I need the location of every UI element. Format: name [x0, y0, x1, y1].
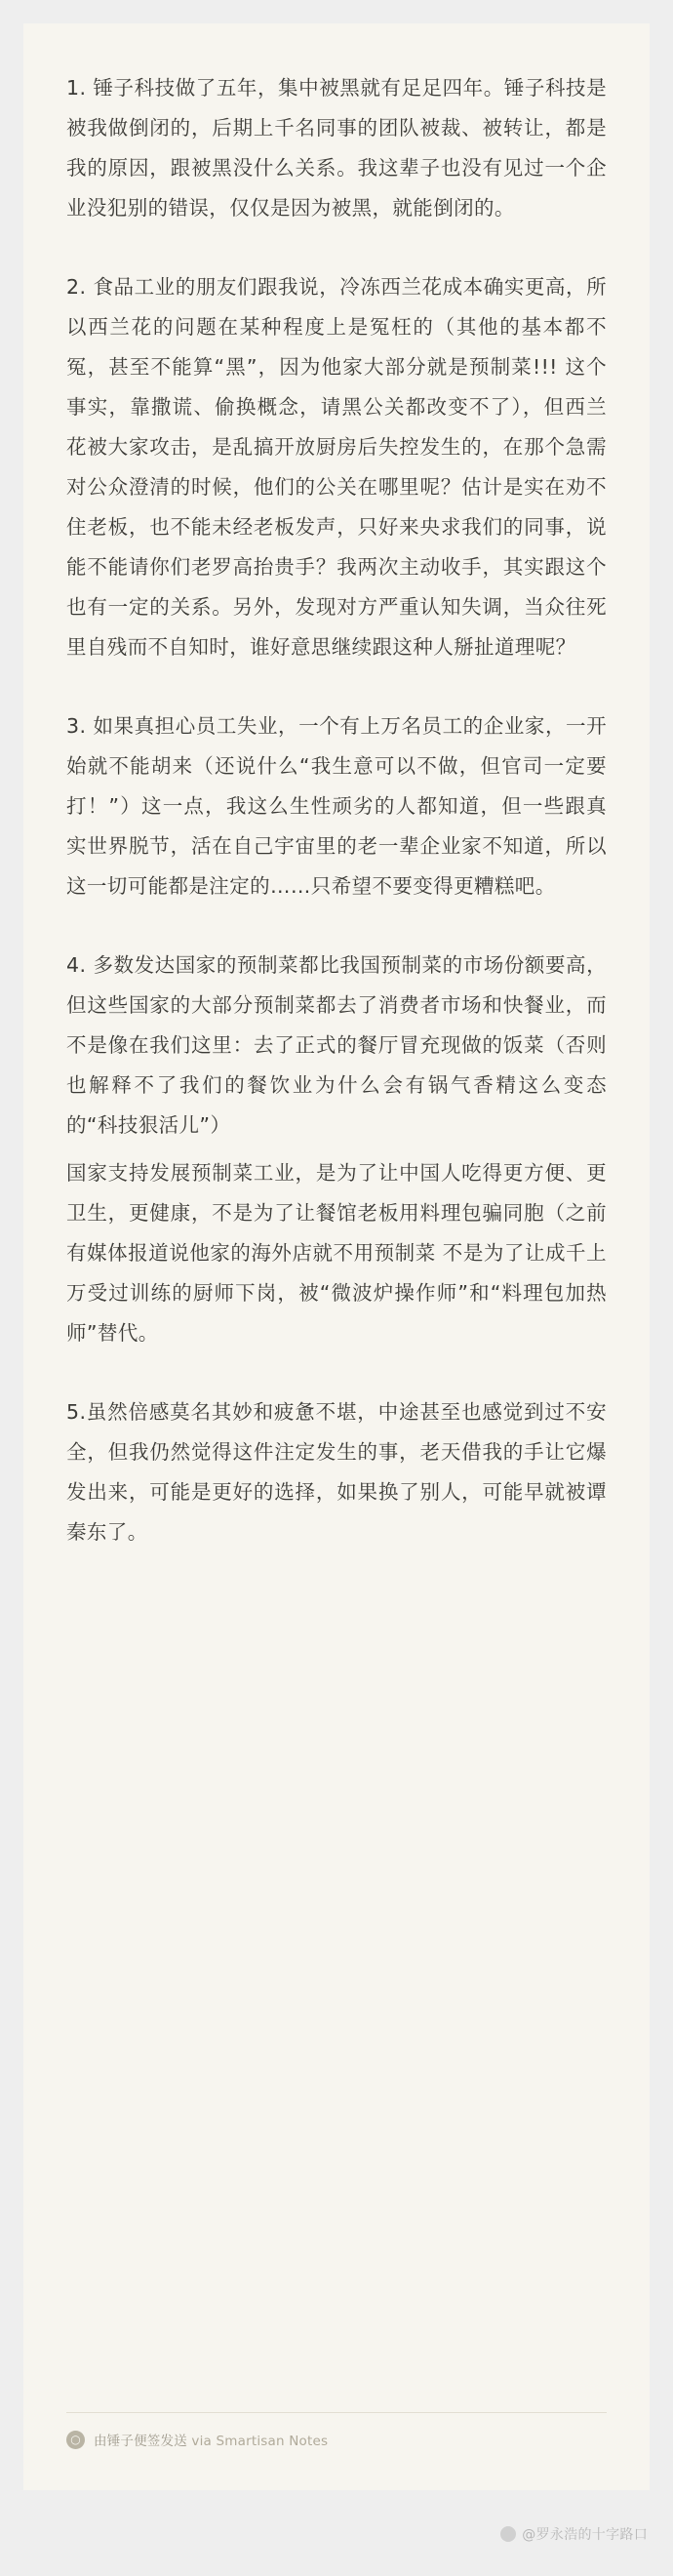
note-paragraph-6: 5.虽然倍感莫名其妙和疲惫不堪，中途甚至也感觉到过不安全，但我仍然觉得这件注定发生的事，老天借我的手让它爆发出来，可能是更好的选择，如果换了别人，可能早就被谭秦东了。	[66, 1400, 607, 1544]
note-paragraph-3: 3. 如果真担心员工失业，一个有上万名员工的企业家，一开始就不能胡来（还说什么“我生意可以不做，但官司一定要打！”）这一点，我这么生性顽劣的人都知道，但一些跟真实世界脱节，活在自己宇宙里的老一辈企业家不知道，所以这一切可能都是注定的……只希望不要变得更糟糕吧。	[66, 714, 607, 898]
note-card	[23, 23, 650, 2490]
note-paragraph-4: 4. 多数发达国家的预制菜都比我国预制菜的市场份额要高，但这些国家的大部分预制菜都去了消费者市场和快餐业，而不是像在我们这里：去了正式的餐厅冒充现做的饭菜（否则也解释不了我们的餐饮业为什么会有锅气香精这么变态的“科技狠活儿”）	[66, 953, 607, 1137]
note-footer	[23, 2412, 650, 2467]
footer-divider	[66, 2412, 607, 2413]
weibo-handle: @罗永浩的十字路口	[522, 2527, 648, 2543]
note-paragraph-5: 国家支持发展预制菜工业，是为了让中国人吃得更方便、更卫生，更健康，不是为了让餐馆老板用料理包骗同胞（之前有媒体报道说他家的海外店就不用预制菜 不是为了让成千上万受过训练的厨师下岗，被“微波炉操作师”和“料理包加热师”替代。	[66, 1161, 607, 1345]
footer-source-label	[94, 2430, 328, 2449]
smartisan-logo-icon: ○	[66, 2431, 85, 2449]
note-paragraph-2: 2. 食品工业的朋友们跟我说，冷冻西兰花成本确实更高，所以西兰花的问题在某种程度上是冤枉的（其他的基本都不冤，甚至不能算“黑”，因为他家大部分就是预制菜!!! 这个事实，靠撒谎、偷换概念，请黑公关都改变不了），但西兰花被大家攻击，是乱搞开放厨房后失控发生的，在那个急需对公众澄清的时候，他们的公关在哪里呢？估计是实在劝不住老板，也不能未经老板发声，只好来央求我们的同事，说能不能请你们老罗高抬贵手？我两次主动收手，其实跟这个也有一定的关系。另外，发现对方严重认知失调，当众往死里自残而不自知时，谁好意思继续跟这种人掰扯道理呢？	[66, 275, 607, 659]
bottom-bar	[0, 2492, 673, 2576]
footer-source-text: 由锤子便签发送	[94, 2434, 187, 2449]
weibo-credit	[500, 2524, 648, 2544]
weibo-logo-icon	[500, 2526, 516, 2542]
footer-via-text: via Smartisan Notes	[191, 2434, 329, 2449]
note-paragraph-1: 1. 锤子科技做了五年，集中被黑就有足足四年。锤子科技是被我做倒闭的，后期上千名同事的团队被裁、被转让，都是我的原因，跟被黑没什么关系。我这辈子也没有见过一个企业没犯别的错误，仅仅是因为被黑，就能倒闭的。	[66, 76, 607, 220]
